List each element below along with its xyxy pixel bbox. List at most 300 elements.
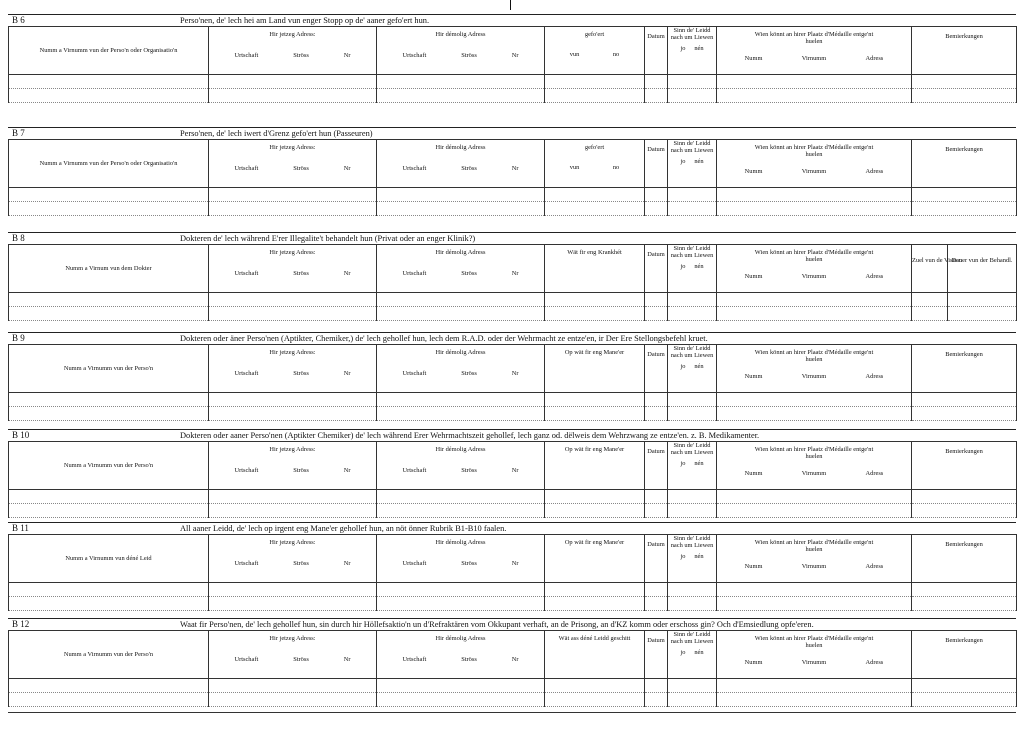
entry-cell[interactable] (209, 307, 377, 321)
entry-cell[interactable] (377, 597, 545, 611)
entry-cell[interactable] (645, 693, 668, 707)
remarks-header: Bemierkungen (912, 631, 1017, 679)
medal-header (717, 140, 912, 188)
entry-cell[interactable] (9, 188, 209, 202)
medal_name-label: Numm (744, 168, 763, 175)
entry-cell[interactable] (209, 293, 377, 307)
entry-cell[interactable] (9, 75, 209, 89)
medal_firstname-label: Virnumm (801, 55, 827, 62)
section-title: Dokteren oder aaner Perso'nen (Aptikter Chemiker) de' lech während Erer Wehrmachtszeit gehollef, lech ganz od. dëlweis dem Wehrzwang ze entze'en. z. B. Medikamenter. (180, 431, 760, 440)
entry-cell[interactable] (9, 393, 209, 407)
entry-cell[interactable] (912, 583, 1017, 597)
detail-label: Wät fir eng Krankhét (567, 249, 622, 256)
entry-row[interactable] (9, 504, 1017, 518)
street-label: Ströss (461, 467, 477, 474)
current_address-header (209, 442, 377, 490)
entry-cell[interactable] (668, 504, 717, 518)
medal_address-label: Adress (865, 168, 884, 175)
from-to-subcolumns (545, 164, 644, 172)
entry-cell[interactable] (912, 407, 1017, 421)
entry-cell[interactable] (912, 490, 1017, 504)
locality-label: Urtschaft (234, 270, 259, 277)
current_address-subcolumns (209, 370, 376, 378)
entry-cell[interactable] (209, 679, 377, 693)
entry-cell[interactable] (377, 393, 545, 407)
entry-cell[interactable] (545, 393, 645, 407)
entry-cell[interactable] (545, 202, 645, 216)
number-label: Nr (511, 52, 519, 59)
number-label: Nr (511, 656, 519, 663)
duration-header: Dauer vun der Behandl. (948, 245, 1017, 293)
former_address-label: Hir démolig Adress (435, 249, 486, 256)
section-title: Waat fir Perso'nen, de' lech gehollef hun, sin durch hir Höllefsaktio'n un d'Refraktären vom Okkupant verhaft, an de Prisong, an d'KZ komm oder erschoss gin? Och d'Emsiedlung opfe'eren. (180, 620, 814, 629)
yes-label: jo (680, 649, 686, 656)
entry-cell[interactable] (377, 504, 545, 518)
medal-label: Wien könnt an hirer Plaatz d'Médaille entge'nt huelen (754, 349, 874, 363)
entry-cell[interactable] (948, 293, 1017, 307)
entry-row[interactable] (9, 307, 1017, 321)
entry-row[interactable] (9, 407, 1017, 421)
entry-cell[interactable] (209, 188, 377, 202)
current_address-subcolumns (209, 52, 376, 60)
medal-subcolumns (717, 659, 911, 667)
section-title: All aaner Leidd, de' lech op irgent eng Mane'er gehollef hun, an nöt önner Rubrik B1-B10 faalen. (180, 524, 507, 533)
entry-cell[interactable] (668, 202, 717, 216)
entry-cell[interactable] (645, 202, 668, 216)
current_address-label: Hir jetzeg Adress: (269, 539, 316, 546)
entry-cell[interactable] (545, 188, 645, 202)
entry-cell[interactable] (645, 75, 668, 89)
entry-cell[interactable] (545, 693, 645, 707)
number-label: Nr (343, 52, 351, 59)
entry-cell[interactable] (668, 393, 717, 407)
entry-cell[interactable] (377, 407, 545, 421)
entry-cell[interactable] (9, 597, 209, 611)
medal_address-label: Adress (865, 55, 884, 62)
former_address-header (377, 442, 545, 490)
entry-row[interactable] (9, 583, 1017, 597)
column-name-header: Numm a Virnumm vun der Perso'n oder Organisatio'n (9, 140, 209, 188)
medal-label: Wien könnt an hirer Plaatz d'Médaille entge'nt huelen (754, 635, 874, 649)
column-name-header: Numm a Virnumm vun déné Leid (9, 535, 209, 583)
no-label: nén (694, 649, 704, 656)
former_address-subcolumns (377, 467, 544, 475)
current_address-header (209, 140, 377, 188)
alive-header (668, 442, 717, 490)
entry-cell[interactable] (209, 490, 377, 504)
current_address-subcolumns (209, 270, 376, 278)
former_address-subcolumns (377, 370, 544, 378)
entry-row[interactable] (9, 393, 1017, 407)
entry-cell[interactable] (545, 307, 645, 321)
former_address-subcolumns (377, 165, 544, 173)
entry-table (8, 534, 1017, 611)
column-name-header: Numm a Virnumm vun der Perso'n oder Organisatio'n (9, 27, 209, 75)
entry-cell[interactable] (912, 188, 1017, 202)
number-label: Nr (511, 165, 519, 172)
entry-cell[interactable] (668, 75, 717, 89)
medal-subcolumns (717, 470, 911, 478)
medal_name-label: Numm (744, 659, 763, 666)
medal-header (717, 345, 912, 393)
entry-cell[interactable] (377, 583, 545, 597)
entry-cell[interactable] (717, 583, 912, 597)
alive-header (668, 631, 717, 679)
street-label: Ströss (293, 656, 309, 663)
medal-header (717, 535, 912, 583)
entry-cell[interactable] (717, 89, 912, 103)
current_address-label: Hir jetzeg Adress: (269, 635, 316, 642)
entry-cell[interactable] (717, 504, 912, 518)
yes-no-subcolumns (668, 158, 716, 166)
yes-label: jo (680, 363, 686, 370)
entry-cell[interactable] (717, 188, 912, 202)
entry-cell[interactable] (9, 693, 209, 707)
entry-row[interactable] (9, 490, 1017, 504)
entry-cell[interactable] (9, 293, 209, 307)
medal_firstname-label: Virnumm (801, 470, 827, 477)
yes-no-subcolumns (668, 649, 716, 657)
entry-cell[interactable] (377, 89, 545, 103)
entry-cell[interactable] (545, 679, 645, 693)
medal-label: Wien könnt an hirer Plaatz d'Médaille entge'nt huelen (754, 539, 874, 553)
entry-cell[interactable] (717, 393, 912, 407)
medal-subcolumns (717, 373, 911, 381)
alive-header (668, 27, 717, 75)
entry-cell[interactable] (668, 407, 717, 421)
entry-cell[interactable] (912, 597, 1017, 611)
entry-cell[interactable] (645, 490, 668, 504)
detail-label: Op wät fir eng Mane'er (564, 446, 625, 453)
date-header: Datum (645, 140, 668, 188)
yes-label: jo (680, 45, 686, 52)
entry-cell[interactable] (645, 583, 668, 597)
entry-cell[interactable] (717, 407, 912, 421)
medal_firstname-label: Virnumm (801, 563, 827, 570)
former_address-label: Hir démolig Adress (435, 31, 486, 38)
entry-cell[interactable] (9, 407, 209, 421)
entry-cell[interactable] (668, 188, 717, 202)
entry-cell[interactable] (717, 597, 912, 611)
section-title: Perso'nen, de' lech iwert d'Grenz gefo'ert hun (Passeuren) (180, 129, 373, 138)
entry-cell[interactable] (209, 89, 377, 103)
entry-cell[interactable] (645, 188, 668, 202)
yes-label: jo (680, 553, 686, 560)
entry-cell[interactable] (645, 407, 668, 421)
no-label: nén (694, 45, 704, 52)
current_address-label: Hir jetzeg Adress: (269, 349, 316, 356)
current_address-subcolumns (209, 560, 376, 568)
street-label: Ströss (293, 370, 309, 377)
detail-column-header (545, 345, 645, 393)
current_address-header (209, 245, 377, 293)
former_address-subcolumns (377, 52, 544, 60)
entry-cell[interactable] (377, 679, 545, 693)
locality-label: Urtschaft (234, 560, 259, 567)
street-label: Ströss (461, 656, 477, 663)
entry-cell[interactable] (377, 75, 545, 89)
entry-cell[interactable] (717, 693, 912, 707)
former_address-label: Hir démolig Adress (435, 635, 486, 642)
locality-label: Urtschaft (234, 165, 259, 172)
no-label: nén (694, 363, 704, 370)
locality-label: Urtschaft (234, 467, 259, 474)
street-label: Ströss (461, 165, 477, 172)
entry-cell[interactable] (545, 504, 645, 518)
detail-column-header (545, 631, 645, 679)
entry-cell[interactable] (377, 693, 545, 707)
locality-label: Urtschaft (402, 165, 427, 172)
remarks-header: Bemierkungen (912, 535, 1017, 583)
entry-cell[interactable] (209, 202, 377, 216)
entry-cell[interactable] (209, 75, 377, 89)
detail-label: Op wät fir eng Mane'er (564, 349, 625, 356)
entry-cell[interactable] (912, 202, 1017, 216)
entry-cell[interactable] (668, 679, 717, 693)
entry-cell[interactable] (912, 679, 1017, 693)
column-name-header: Numm a Virnumm vun der Perso'n (9, 631, 209, 679)
entry-cell[interactable] (9, 202, 209, 216)
entry-cell[interactable] (717, 293, 912, 307)
current_address-header (209, 27, 377, 75)
medal_firstname-label: Virnumm (801, 659, 827, 666)
medal-subcolumns (717, 168, 911, 176)
entry-cell[interactable] (209, 597, 377, 611)
remarks-header: Bemierkungen (912, 345, 1017, 393)
entry-cell[interactable] (209, 693, 377, 707)
medal-label: Wien könnt an hirer Plaatz d'Médaille entge'nt huelen (754, 31, 874, 45)
entry-cell[interactable] (9, 307, 209, 321)
medal_firstname-label: Virnumm (801, 168, 827, 175)
entry-cell[interactable] (545, 583, 645, 597)
medal-header (717, 27, 912, 75)
medal-subcolumns (717, 273, 911, 281)
street-label: Ströss (461, 370, 477, 377)
medal-subcolumns (717, 55, 911, 63)
number-label: Nr (511, 467, 519, 474)
former_address-subcolumns (377, 560, 544, 568)
entry-cell[interactable] (645, 597, 668, 611)
yes-no-subcolumns (668, 363, 716, 371)
entry-row[interactable] (9, 693, 1017, 707)
street-label: Ströss (293, 560, 309, 567)
current_address-header (209, 535, 377, 583)
medal-label: Wien könnt an hirer Plaatz d'Médaille entge'nt huelen (754, 144, 874, 158)
entry-cell[interactable] (377, 307, 545, 321)
entry-table (8, 630, 1017, 707)
number-label: Nr (343, 560, 351, 567)
locality-label: Urtschaft (234, 370, 259, 377)
former_address-label: Hir démolig Adress (435, 539, 486, 546)
current_address-label: Hir jetzeg Adress: (269, 31, 316, 38)
current_address-header (209, 631, 377, 679)
entry-cell[interactable] (209, 407, 377, 421)
entry-cell[interactable] (668, 583, 717, 597)
entry-cell[interactable] (645, 307, 668, 321)
section-header (8, 332, 1016, 344)
locality-label: Urtschaft (402, 467, 427, 474)
former_address-subcolumns (377, 656, 544, 664)
entry-cell[interactable] (545, 407, 645, 421)
former_address-header (377, 245, 545, 293)
section-title: Perso'nen, de' lech hei am Land vun enger Stopp op de' aaner gefo'ert hun. (180, 16, 430, 25)
detail-column-header (545, 27, 645, 75)
entry-cell[interactable] (645, 679, 668, 693)
entry-cell[interactable] (912, 89, 1017, 103)
section-header (8, 232, 1016, 244)
no-label: nén (694, 158, 704, 165)
entry-cell[interactable] (717, 75, 912, 89)
remarks-header: Bemierkungen (912, 140, 1017, 188)
medal-subcolumns (717, 563, 911, 571)
medal-header (717, 442, 912, 490)
top-center-tick (510, 0, 511, 10)
column-name-header: Numm a Virnumm vun der Perso'n (9, 442, 209, 490)
section-title: Dokteren de' lech während E'rer Illegalite't behandelt hun (Privat oder an enger Klinik?) (180, 234, 476, 243)
date-header: Datum (645, 631, 668, 679)
entry-cell[interactable] (645, 293, 668, 307)
entry-cell[interactable] (545, 75, 645, 89)
entry-row[interactable] (9, 188, 1017, 202)
entry-cell[interactable] (9, 490, 209, 504)
locality-label: Urtschaft (402, 560, 427, 567)
current_address-header (209, 345, 377, 393)
medal_name-label: Numm (744, 55, 763, 62)
entry-cell[interactable] (668, 293, 717, 307)
date-header: Datum (645, 245, 668, 293)
entry-cell[interactable] (377, 293, 545, 307)
locality-label: Urtschaft (234, 656, 259, 663)
entry-row[interactable] (9, 679, 1017, 693)
entry-cell[interactable] (209, 393, 377, 407)
entry-cell[interactable] (209, 583, 377, 597)
entry-cell[interactable] (668, 307, 717, 321)
detail-column-header (545, 140, 645, 188)
alive-label: Sinn de' Leidd nach um Liewen (670, 345, 714, 359)
no-label: nén (694, 263, 704, 270)
current_address-label: Hir jetzeg Adress: (269, 249, 316, 256)
entry-table (8, 344, 1017, 421)
locality-label: Urtschaft (402, 370, 427, 377)
entry-table (8, 244, 1017, 321)
visits-header: Zuel vun de Visiten (912, 245, 948, 293)
date-header: Datum (645, 442, 668, 490)
entry-cell[interactable] (668, 693, 717, 707)
former_address-header (377, 345, 545, 393)
medal_name-label: Numm (744, 470, 763, 477)
former_address-header (377, 631, 545, 679)
entry-cell[interactable] (545, 89, 645, 103)
detail-column-header (545, 245, 645, 293)
entry-cell[interactable] (912, 393, 1017, 407)
date-header: Datum (645, 345, 668, 393)
entry-cell[interactable] (912, 504, 1017, 518)
entry-cell[interactable] (9, 583, 209, 597)
former_address-subcolumns (377, 270, 544, 278)
medal-header (717, 631, 912, 679)
yes-no-subcolumns (668, 553, 716, 561)
entry-cell[interactable] (645, 504, 668, 518)
former_address-label: Hir démolig Adress (435, 349, 486, 356)
alive-header (668, 535, 717, 583)
entry-cell[interactable] (717, 490, 912, 504)
entry-cell[interactable] (9, 679, 209, 693)
number-label: Nr (511, 370, 519, 377)
entry-cell[interactable] (545, 293, 645, 307)
yes-label: jo (680, 460, 686, 467)
section-header (8, 429, 1016, 441)
remarks-header: Bemierkungen (912, 442, 1017, 490)
entry-cell[interactable] (377, 490, 545, 504)
alive-label: Sinn de' Leidd nach um Liewen (670, 631, 714, 645)
entry-cell[interactable] (668, 89, 717, 103)
section-code: B 6 (12, 15, 25, 25)
section-code: B 9 (12, 333, 25, 343)
entry-row[interactable] (9, 597, 1017, 611)
detail-label: gefo'ert (584, 144, 605, 151)
entry-cell[interactable] (717, 307, 912, 321)
from-label: vun (569, 164, 580, 171)
entry-cell[interactable] (545, 597, 645, 611)
entry-row[interactable] (9, 293, 1017, 307)
number-label: Nr (511, 560, 519, 567)
alive-header (668, 245, 717, 293)
entry-row[interactable] (9, 75, 1017, 89)
entry-cell[interactable] (668, 597, 717, 611)
alive-label: Sinn de' Leidd nach um Liewen (670, 27, 714, 41)
from-to-subcolumns (545, 51, 644, 59)
former_address-label: Hir démolig Adress (435, 446, 486, 453)
section-header (8, 522, 1016, 534)
locality-label: Urtschaft (402, 270, 427, 277)
section-header (8, 14, 1016, 26)
current_address-subcolumns (209, 656, 376, 664)
street-label: Ströss (293, 270, 309, 277)
street-label: Ströss (293, 52, 309, 59)
entry-row[interactable] (9, 89, 1017, 103)
yes-no-subcolumns (668, 460, 716, 468)
number-label: Nr (343, 370, 351, 377)
entry-row[interactable] (9, 202, 1017, 216)
entry-cell[interactable] (717, 202, 912, 216)
entry-cell[interactable] (912, 307, 948, 321)
entry-cell[interactable] (912, 293, 948, 307)
entry-cell[interactable] (645, 89, 668, 103)
entry-cell[interactable] (545, 490, 645, 504)
number-label: Nr (343, 270, 351, 277)
former_address-header (377, 27, 545, 75)
former_address-header (377, 535, 545, 583)
remarks-header: Bemierkungen (912, 27, 1017, 75)
entry-cell[interactable] (717, 679, 912, 693)
entry-cell[interactable] (377, 188, 545, 202)
column-name-header: Numm a Virnumm vun der Perso'n (9, 345, 209, 393)
entry-cell[interactable] (377, 202, 545, 216)
detail-label: gefo'ert (584, 31, 605, 38)
entry-cell[interactable] (9, 89, 209, 103)
entry-cell[interactable] (668, 490, 717, 504)
entry-cell[interactable] (209, 504, 377, 518)
entry-cell[interactable] (9, 504, 209, 518)
no-label: nén (694, 553, 704, 560)
entry-cell[interactable] (948, 307, 1017, 321)
entry-cell[interactable] (912, 693, 1017, 707)
entry-cell[interactable] (912, 75, 1017, 89)
entry-cell[interactable] (645, 393, 668, 407)
column-name-header: Numm a Virnum vun dem Dokter (9, 245, 209, 293)
number-label: Nr (511, 270, 519, 277)
alive-label: Sinn de' Leidd nach um Liewen (670, 245, 714, 259)
